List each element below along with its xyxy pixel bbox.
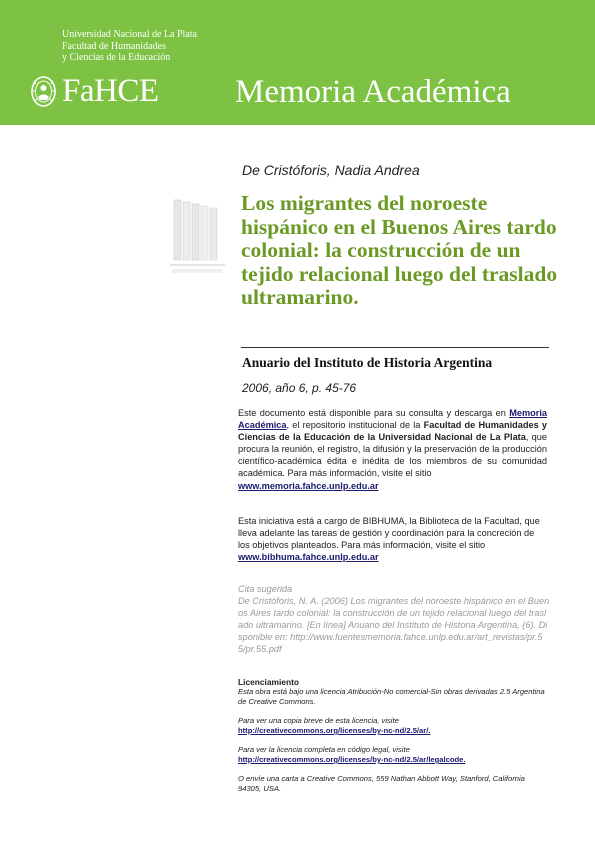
university-seal-icon bbox=[30, 75, 57, 108]
license-full-link[interactable]: http://creativecommons.org/licenses/by-nc-nd/2.5/ar/legalcode. bbox=[238, 755, 466, 764]
journal-name: Anuario del Instituto de Historia Argentina bbox=[242, 355, 493, 370]
memoria-site-link[interactable]: www.memoria.fahce.unlp.edu.ar bbox=[238, 480, 379, 491]
license-letter: O envíe una carta a Creative Commons, 559 Nathan Abbott Way, Stanford, California 94305, USA. bbox=[238, 774, 525, 793]
about-paragraph: Este documento está disponible para su consulta y descarga en Memoria Académica, el repositorio institucional de la Facultad de Humanidades y Ciencias de la Educación de la Universidad Nacional de La Plata, que procura la reunión, el registro, la difusión y la preservación de la producción científico-académica édita e inédita de los miembros de su comunidad académica. Para más información, visite el sitio www.memoria.fahce.unlp.edu.ar bbox=[238, 408, 547, 491]
memoria-academica-link[interactable]: Memoria Académica bbox=[238, 408, 547, 431]
license-copy-link[interactable]: http://creativecommons.org/licenses/by-nc-nd/2.5/ar/. bbox=[238, 726, 431, 735]
header-banner bbox=[0, 0, 595, 125]
citation-text: De Cristóforis, N. A. (2006) Los migrantes del noroeste hispánico en el Buenos Aires tardo colonial: la construcción de un tejido relacional luego del traslado ultramarino. [En línea] Anuario del Instituto de Historia Argentina, (6). Disponible en: http://www.fuentesmemoria.fahce.unlp.edu.ar/art_revistas/pr.55/pr.55.pdf bbox=[238, 595, 550, 654]
repository-name: Memoria Académica bbox=[235, 74, 511, 110]
institution-name: Universidad Nacional de La Plata Facultad de Humanidades y Ciencias de la Educación bbox=[62, 29, 197, 63]
issue-details: 2006, año 6, p. 45-76 bbox=[242, 381, 357, 395]
citation-label: Cita sugerida bbox=[238, 584, 293, 594]
document-title: Los migrantes del noroeste hispánico en el Buenos Aires tardo colonial: la construcción de un tejido relacional luego del traslado ultramarino. bbox=[241, 191, 558, 309]
document-author: De Cristóforis, Nadia Andrea bbox=[242, 162, 420, 178]
books-icon bbox=[170, 198, 225, 276]
license-copy-label: Para ver una copia breve de esta licencia, visite bbox=[238, 716, 399, 725]
bibhuma-paragraph: Esta iniciativa está a cargo de BIBHUMA, la Biblioteca de la Facultad, que lleva adelante las tareas de gestión y coordinación para la concreción de los objetivos planteados. Para más información, visite el sitio www.bibhuma.fahce.unlp.edu.ar bbox=[238, 516, 540, 563]
license-heading: Licenciamiento bbox=[238, 677, 299, 687]
license-text: Esta obra está bajo una licencia Atribución-No comercial-Sin obras derivadas 2.5 Argentina de Creative Commons. bbox=[238, 687, 545, 706]
bibhuma-site-link[interactable]: www.bibhuma.fahce.unlp.edu.ar bbox=[238, 552, 379, 563]
suggested-citation bbox=[238, 584, 550, 655]
fahce-logo: FaHCE bbox=[62, 73, 159, 109]
title-divider bbox=[241, 347, 549, 348]
license-section bbox=[238, 677, 550, 794]
license-full-label: Para ver la licencia completa en código legal, visite bbox=[238, 745, 410, 754]
